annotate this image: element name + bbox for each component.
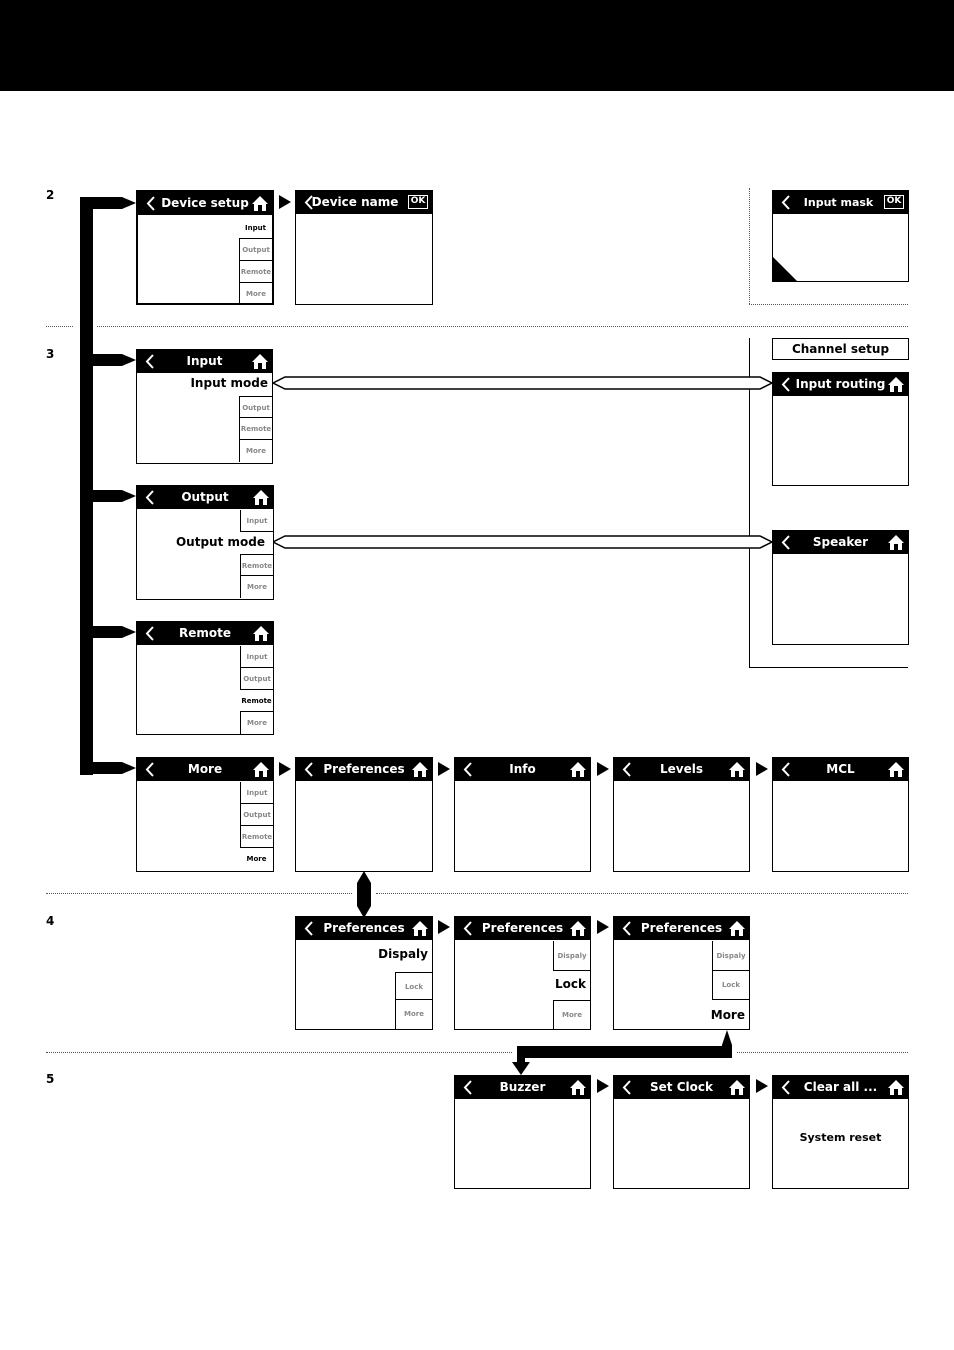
tab-more[interactable]: More [553,1000,590,1029]
screen-title: Set Clock [650,1080,713,1094]
home-icon[interactable] [252,625,270,642]
tab-remote[interactable]: Remote [239,261,272,283]
arrow-right-icon [597,1079,609,1093]
row-number-3: 3 [46,347,55,361]
screen-preferences-lock [454,916,591,1030]
tab-input[interactable]: Input [240,510,273,532]
home-icon[interactable] [569,920,587,937]
screen-header [773,531,908,554]
screen-buzzer [454,1075,591,1189]
screen-header [455,917,590,940]
screen-clear-all [772,1075,909,1189]
screen-header [296,191,432,214]
tab-input[interactable]: Input [239,217,272,239]
branch-more [80,762,136,774]
branch-output [80,490,136,502]
home-icon[interactable] [728,920,746,937]
screen-header [773,758,908,781]
preferences-link-arrow [357,871,371,918]
tab-more[interactable]: More [239,283,272,305]
corner-triangle-icon [773,257,797,281]
system-reset-text[interactable]: System reset [799,1131,882,1144]
tab-more[interactable]: More [395,1000,432,1029]
home-icon[interactable] [411,761,429,778]
tab-display[interactable]: Dispaly [553,941,590,971]
screen-title: Speaker [812,535,869,549]
screen-device-setup [136,190,274,305]
branch-remote [80,626,136,638]
tab-display[interactable]: Dispaly [712,941,749,971]
tab-remote[interactable]: Remote [239,418,272,440]
screen-title: Preferences [323,921,405,935]
row-number-5: 5 [46,1072,55,1086]
screen-title: Info [509,762,536,776]
screen-input-routing [772,372,909,486]
screen-set-clock [613,1075,750,1189]
screen-title: Device name [311,195,399,209]
screen-title: Device setup [161,196,249,210]
screen-more [136,757,274,872]
home-icon[interactable] [887,1079,905,1096]
screen-title: Remote [178,626,231,640]
screen-header [773,1076,908,1099]
home-icon[interactable] [728,761,746,778]
home-icon[interactable] [251,353,269,370]
home-icon[interactable] [252,489,270,506]
selected-display[interactable]: Dispaly [378,947,428,961]
arrow-right-icon [438,920,450,934]
arrow-right-icon [597,762,609,776]
branch-input [80,354,136,366]
tab-input[interactable]: Input [240,782,273,804]
output-mode-link-arrow [273,536,772,548]
home-icon[interactable] [887,376,905,393]
screen-info [454,757,591,872]
screen-remote [136,621,274,735]
tab-more[interactable]: More [240,576,273,598]
screen-title: Input [186,354,223,368]
ok-icon[interactable]: OK [408,195,428,209]
screen-header [296,758,432,781]
screen-preferences-more [613,916,750,1030]
more-to-buzzer-connector [512,1030,732,1075]
screen-header [773,191,908,214]
home-icon[interactable] [569,1079,587,1096]
tab-output[interactable]: Output [240,668,273,690]
screen-title: Preferences [481,921,564,935]
screen-header [773,373,908,396]
tab-lock[interactable]: Lock [712,971,749,1000]
screen-header [137,350,272,373]
screen-title: Preferences [640,921,723,935]
channel-setup-label: Channel setup [772,338,909,360]
screen-title: Preferences [323,762,405,776]
screen-levels [613,757,750,872]
screen-input [136,349,273,464]
home-icon[interactable] [252,761,270,778]
screen-title: Buzzer [499,1080,546,1094]
arrow-right-icon [597,920,609,934]
arrow-right-icon [279,762,291,776]
arrow-right-icon [279,195,291,209]
screen-device-name [295,190,433,305]
tab-remote[interactable]: Remote [240,554,273,576]
tab-more[interactable]: More [239,440,272,462]
screen-mcl [772,757,909,872]
home-icon[interactable] [887,761,905,778]
screen-header [137,486,273,509]
screen-header [138,192,272,215]
tab-output[interactable]: Output [239,239,272,261]
input-mode-link-arrow [273,377,772,389]
screen-title: Clear all ... [803,1080,878,1094]
screen-header [455,1076,590,1099]
tab-output[interactable]: Output [240,804,273,826]
arrow-right-icon [756,762,768,776]
tab-more[interactable]: More [246,855,267,863]
screen-preferences-display [295,916,433,1030]
nav-bracket-bar [80,197,93,775]
screen-preferences [295,757,433,872]
home-icon[interactable] [411,920,429,937]
screen-header [137,622,273,645]
screen-header [614,1076,749,1099]
screen-title: Input routing [795,377,886,391]
tab-more[interactable]: More [240,712,273,734]
home-icon[interactable] [728,1079,746,1096]
screen-header [137,758,273,781]
selected-more[interactable]: More [710,1008,745,1022]
screen-header [455,758,590,781]
screen-header [614,917,749,940]
row-number-2: 2 [46,188,55,202]
screen-title: Levels [659,762,703,776]
screen-title: Input mask [803,196,874,209]
row-number-4: 4 [46,914,55,928]
home-icon[interactable] [887,534,905,551]
screen-title: More [187,762,223,776]
home-icon[interactable] [569,761,587,778]
tab-input[interactable]: Input [240,646,273,668]
screen-title: MCL [826,762,855,776]
screen-header [296,917,432,940]
home-icon[interactable] [251,195,269,212]
tab-remote[interactable]: Remote [240,690,273,712]
screen-input-mask [772,190,909,282]
tab-lock[interactable]: Lock [395,972,432,1000]
screen-header [614,758,749,781]
screen-output [136,485,274,600]
branch-device-setup [80,197,136,209]
selected-lock[interactable]: Lock [555,977,586,991]
arrow-right-icon [438,762,450,776]
selected-input-mode[interactable]: Input mode [190,376,268,390]
selected-output-mode[interactable]: Output mode [175,535,265,549]
tab-output[interactable]: Output [239,396,272,418]
tab-remote[interactable]: Remote [240,826,273,848]
screen-title: Output [181,490,229,504]
ok-icon[interactable]: OK [884,195,904,209]
arrow-right-icon [756,1079,768,1093]
screen-speaker [772,530,909,645]
